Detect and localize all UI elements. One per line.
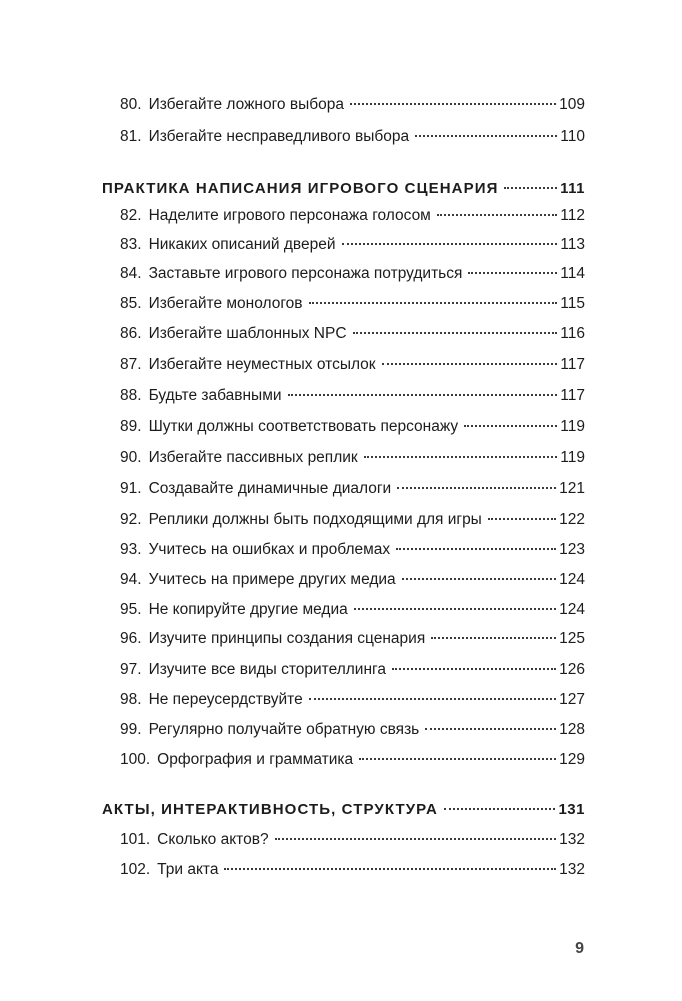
entry-page: 126 <box>559 661 585 678</box>
entry-page: 119 <box>560 449 585 466</box>
entry-number: 82. <box>120 207 142 224</box>
dot-leader <box>415 135 557 137</box>
entry-number: 90. <box>120 449 142 466</box>
toc-entry <box>120 660 585 680</box>
entry-number: 84. <box>120 265 142 282</box>
dot-leader <box>402 578 556 580</box>
dot-leader <box>464 425 557 427</box>
entry-title: Не копируйте другие медиа <box>148 601 348 618</box>
entry-number: 87. <box>120 356 142 373</box>
section-page: 111 <box>560 180 585 197</box>
dot-leader <box>359 758 556 760</box>
entry-title: Создавайте динамичные диалоги <box>148 480 392 497</box>
dot-leader <box>309 302 558 304</box>
dot-leader <box>353 332 558 334</box>
entry-number: 88. <box>120 387 142 404</box>
entry-page: 123 <box>559 541 585 558</box>
entry-number: 102. <box>120 861 151 878</box>
entry-number: 96. <box>120 630 142 647</box>
section-title: АКТЫ, ИНТЕРАКТИВНОСТЬ, СТРУКТУРА <box>102 801 438 818</box>
entry-title: Учитесь на ошибках и проблемах <box>148 541 391 558</box>
entry-title: Избегайте несправедливого выбора <box>148 128 410 145</box>
entry-title: Три акта <box>157 861 219 878</box>
toc-entry <box>120 294 585 314</box>
entry-page: 114 <box>560 265 585 282</box>
entry-page: 117 <box>560 387 585 404</box>
entry-number: 99. <box>120 721 142 738</box>
entry-title: Шутки должны соответствовать персонажу <box>148 418 459 435</box>
entry-title: Будьте забавными <box>148 387 282 404</box>
dot-leader <box>288 394 558 396</box>
toc-entry <box>120 417 585 437</box>
entry-page: 127 <box>559 691 585 708</box>
toc-entry <box>120 127 585 147</box>
entry-page: 132 <box>559 861 585 878</box>
entry-page: 117 <box>560 356 585 373</box>
entry-title: Регулярно получайте обратную связь <box>148 721 420 738</box>
entry-number: 100. <box>120 751 151 768</box>
dot-leader <box>504 187 557 189</box>
entry-page: 124 <box>559 601 585 618</box>
entry-page: 116 <box>560 325 585 342</box>
entry-number: 95. <box>120 601 142 618</box>
dot-leader <box>309 698 556 700</box>
dot-leader <box>425 728 556 730</box>
section-title: ПРАКТИКА НАПИСАНИЯ ИГРОВОГО СЦЕНАРИЯ <box>102 180 499 197</box>
dot-leader <box>275 838 557 840</box>
entry-title: Не переусердствуйте <box>148 691 303 708</box>
toc-entry <box>120 690 585 710</box>
toc-entry <box>120 629 585 649</box>
entry-title: Избегайте ложного выбора <box>148 96 344 113</box>
toc-entry <box>120 720 585 740</box>
entry-title: Учитесь на примере других медиа <box>148 571 396 588</box>
toc-entry <box>120 355 585 375</box>
toc-entry <box>120 479 585 499</box>
dot-leader <box>431 637 556 639</box>
entry-title: Реплики должны быть подходящими для игры <box>148 511 482 528</box>
dot-leader <box>437 214 557 216</box>
entry-number: 92. <box>120 511 142 528</box>
entry-number: 86. <box>120 325 142 342</box>
entry-page: 115 <box>560 295 585 312</box>
entry-title: Сколько актов? <box>157 831 269 848</box>
entry-title: Изучите все виды сторителлинга <box>148 661 386 678</box>
entry-title: Никаких описаний дверей <box>148 236 336 253</box>
entry-number: 81. <box>120 128 142 145</box>
entry-title: Избегайте неуместных отсылок <box>148 356 376 373</box>
entry-page: 132 <box>559 831 585 848</box>
entry-page: 124 <box>559 571 585 588</box>
entry-number: 80. <box>120 96 142 113</box>
dot-leader <box>224 868 556 870</box>
toc-entry <box>120 540 585 560</box>
entry-number: 93. <box>120 541 142 558</box>
toc-entry <box>120 600 585 620</box>
toc-entry <box>120 206 585 226</box>
entry-title: Избегайте шаблонных NPC <box>148 325 347 342</box>
toc-entry <box>120 324 585 344</box>
entry-title: Избегайте монологов <box>148 295 303 312</box>
entry-number: 89. <box>120 418 142 435</box>
toc-entry <box>120 235 585 255</box>
section-page: 131 <box>558 801 585 818</box>
dot-leader <box>444 808 556 810</box>
entry-number: 85. <box>120 295 142 312</box>
dot-leader <box>396 548 556 550</box>
toc-entry <box>120 570 585 590</box>
entry-number: 83. <box>120 236 142 253</box>
entry-page: 128 <box>559 721 585 738</box>
entry-page: 113 <box>560 236 585 253</box>
toc-section-heading <box>102 800 585 820</box>
entry-page: 109 <box>559 96 585 113</box>
dot-leader <box>364 456 558 458</box>
toc-entry <box>120 750 585 770</box>
entry-number: 97. <box>120 661 142 678</box>
entry-number: 91. <box>120 480 142 497</box>
entry-page: 119 <box>560 418 585 435</box>
entry-title: Орфография и грамматика <box>157 751 354 768</box>
toc-entry <box>120 386 585 406</box>
entry-number: 101. <box>120 831 151 848</box>
dot-leader <box>354 608 556 610</box>
entry-page: 129 <box>559 751 585 768</box>
dot-leader <box>342 243 558 245</box>
dot-leader <box>468 272 557 274</box>
dot-leader <box>392 668 556 670</box>
entry-page: 112 <box>560 207 585 224</box>
dot-leader <box>350 103 556 105</box>
toc-entry <box>120 264 585 284</box>
entry-page: 122 <box>559 511 585 528</box>
entry-number: 98. <box>120 691 142 708</box>
dot-leader <box>397 487 556 489</box>
toc-entry <box>120 830 585 850</box>
entry-page: 125 <box>559 630 585 647</box>
toc-entry <box>120 510 585 530</box>
entry-title: Наделите игрового персонажа голосом <box>148 207 431 224</box>
toc-entry <box>120 860 585 880</box>
entry-number: 94. <box>120 571 142 588</box>
page-number: 9 <box>575 940 584 957</box>
entry-title: Изучите принципы создания сценария <box>148 630 426 647</box>
toc-section-heading <box>102 179 585 199</box>
entry-title: Заставьте игрового персонажа потрудиться <box>148 265 463 282</box>
toc-entry <box>120 95 585 115</box>
dot-leader <box>382 363 558 365</box>
entry-page: 121 <box>559 480 585 497</box>
entry-title: Избегайте пассивных реплик <box>148 449 358 466</box>
dot-leader <box>488 518 556 520</box>
toc-entry <box>120 448 585 468</box>
entry-page: 110 <box>560 128 585 145</box>
